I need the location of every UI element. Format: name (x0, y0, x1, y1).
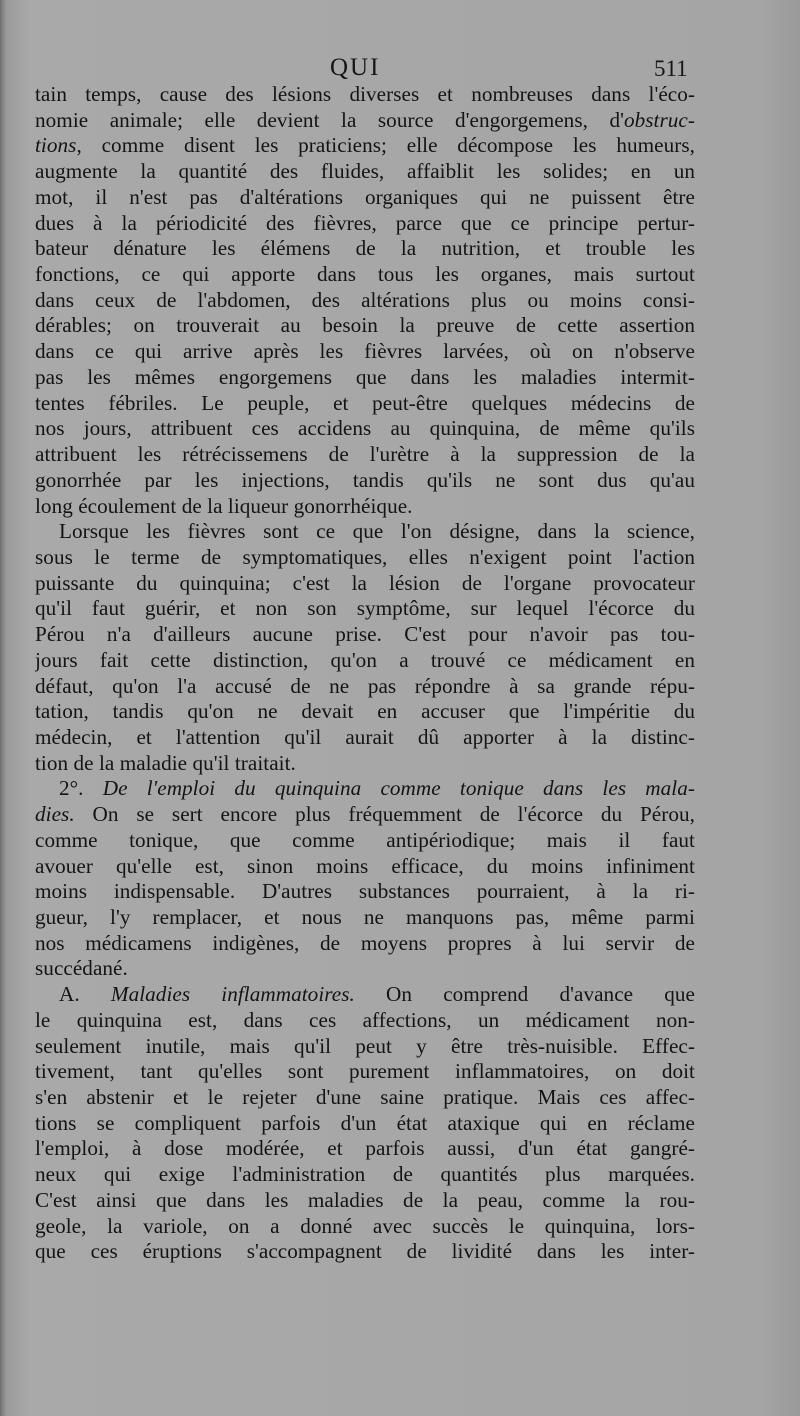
text-line (35, 313, 695, 339)
running-title: QUI (330, 54, 381, 81)
text-line (35, 931, 695, 957)
text-line (35, 1214, 695, 1240)
text-line (35, 596, 695, 622)
line-text: nos médicamens indigènes, de moyens propres à lui servir de (35, 930, 695, 955)
line-text: s'en abstenir et le rejeter d'une saine pratique. Mais ces affec- (35, 1085, 695, 1110)
line-text: avouer qu'elle est, sinon moins efficace, du moins infiniment (35, 853, 695, 878)
text-line (35, 1059, 695, 1085)
text-line (35, 699, 695, 725)
text-line (35, 262, 695, 288)
text-line (35, 442, 695, 468)
line-text: gonorrhée par les injections, tandis qu'ils ne sont dus qu'au (35, 467, 695, 492)
line-text: qu'il faut guérir, et non son symptôme, sur lequel l'écorce du (35, 596, 695, 621)
line-text: tion de la maladie qu'il traitait. (35, 750, 296, 775)
line-text: sous le terme de symptomatiques, elles n'exigent point l'action (35, 544, 695, 569)
text-line (35, 82, 695, 108)
text-line (35, 494, 695, 520)
text-line (35, 1136, 695, 1162)
text-line (35, 674, 695, 700)
line-text: gueur, l'y remplacer, et nous ne manquons pas, même parmi (35, 905, 695, 929)
text-line (35, 159, 695, 185)
line-text: l'emploi, à dose modérée, et parfois aussi, d'un état gangré- (35, 1136, 695, 1161)
text-line (35, 1008, 695, 1034)
line-text: puissante du quinquina; c'est la lésion de l'organe provocateur (35, 570, 695, 595)
text-line (35, 854, 695, 880)
text-line (35, 1239, 695, 1265)
line-text: C'est ainsi que dans les maladies de la peau, comme la rou- (35, 1187, 695, 1212)
text-line (35, 776, 695, 802)
line-text: tain temps, cause des lésions diverses et nombreuses dans l'éco- (35, 82, 695, 106)
line-text: succédané. (35, 956, 128, 981)
line-text: augmente la quantité des fluides, affaiblit les solides; en un (35, 159, 695, 184)
text-line (35, 571, 695, 597)
line-text: bateur dénature les élémens de la nutrition, et trouble les (35, 236, 695, 261)
italic-text: obstruc- (623, 107, 695, 132)
line-text: médecin, et l'attention qu'il aurait dû apporter à la distinc- (35, 724, 695, 749)
italic-text: tions (35, 133, 77, 158)
line-text: geole, la variole, on a donné avec succès le quinquina, lors- (35, 1213, 695, 1238)
text-line (35, 365, 695, 391)
line-text: nos jours, attribuent ces accidens au quinquina, de même qu'ils (35, 416, 695, 441)
line-text: tions se compliquent parfois d'un état ataxique qui en réclame (35, 1110, 695, 1135)
line-text: comme tonique, que comme antipériodique; mais il faut (35, 827, 695, 852)
line-text: fonctions, ce qui apporte dans tous les organes, mais surtout (35, 262, 695, 287)
text-line (35, 1188, 695, 1214)
line-text: le quinquina est, dans ces affections, un médicament non- (35, 1007, 695, 1032)
text-line (35, 956, 695, 982)
text-line (35, 545, 695, 571)
line-text: dues à la périodicité des fièvres, parce que ce principe pertur- (35, 210, 695, 235)
line-text: moins indispensable. D'autres substances pourraient, à la ri- (35, 879, 695, 904)
line-text: A. (59, 982, 111, 1007)
line-text: jours fait cette distinction, qu'on a trouvé ce médicament en (35, 647, 695, 672)
text-line (35, 648, 695, 674)
italic-text: Maladies inflammatoires. (110, 982, 355, 1007)
text-line (35, 133, 695, 159)
text-line (35, 236, 695, 262)
text-line (35, 622, 695, 648)
line-text: seulement inutile, mais qu'il peut y être très-nuisible. Effec- (35, 1033, 695, 1058)
line-text: Pérou n'a d'ailleurs aucune prise. C'est pour n'avoir pas tou- (35, 622, 695, 647)
text-line (35, 905, 695, 931)
text-line (35, 1162, 695, 1188)
line-text: tivement, tant qu'elles sont purement inflammatoires, on doit (35, 1059, 695, 1084)
line-text: On comprend d'avance que (354, 982, 695, 1007)
text-line (35, 519, 695, 545)
text-line (35, 391, 695, 417)
line-text: dérables; on trouverait au besoin la preuve de cette assertion (35, 313, 695, 338)
text-line (35, 339, 695, 365)
line-text: tation, tandis qu'on ne devait en accuser que l'impéritie du (35, 699, 695, 724)
text-line (35, 725, 695, 751)
line-text: , comme disent les praticiens; elle décompose les humeurs, (76, 133, 695, 158)
line-text: On se sert encore plus fréquemment de l'écorce du Pérou, (74, 802, 695, 827)
line-text: dans ceux de l'abdomen, des altérations plus ou moins consi- (35, 287, 695, 312)
text-line (35, 751, 695, 777)
text-line (35, 982, 695, 1008)
text-line (35, 1085, 695, 1111)
italic-text: dies. (35, 802, 75, 827)
line-text: dans ce qui arrive après les fièvres larvées, où on n'observe (35, 339, 695, 364)
line-text: que ces éruptions s'accompagnent de lividité dans les inter- (35, 1239, 695, 1264)
line-text: défaut, qu'on l'a accusé de ne pas répondre à sa grande répu- (35, 673, 695, 698)
text-line (35, 879, 695, 905)
page-number: 511 (654, 56, 688, 81)
line-text: Lorsque les fièvres sont ce que l'on désigne, dans la science, (59, 519, 695, 544)
text-line (35, 108, 695, 134)
text-line (35, 416, 695, 442)
text-line (35, 468, 695, 494)
line-text: neux qui exige l'administration de quantités plus marquées. (35, 1162, 695, 1187)
line-text: nomie animale; elle devient la source d'engorgemens, d' (35, 107, 624, 132)
text-line (35, 288, 695, 314)
line-text: long écoulement de la liqueur gonorrhéique. (35, 493, 413, 518)
line-text: mot, il n'est pas d'altérations organiques qui ne puissent être (35, 184, 695, 209)
line-text: tentes fébriles. Le peuple, et peut-être quelques médecins de (35, 390, 695, 415)
italic-text: De l'emploi du quinquina comme tonique dans les mala- (102, 776, 695, 801)
text-line (35, 802, 695, 828)
text-line (35, 185, 695, 211)
line-text: pas les mêmes engorgemens que dans les maladies intermit- (35, 364, 695, 389)
text-line (35, 1111, 695, 1137)
text-line (35, 211, 695, 237)
text-line (35, 1034, 695, 1060)
text-line (35, 828, 695, 854)
line-text: 2°. (59, 776, 103, 801)
line-text: attribuent les rétrécissemens de l'urètre à la suppression de la (35, 442, 695, 467)
body-text (35, 82, 695, 1265)
